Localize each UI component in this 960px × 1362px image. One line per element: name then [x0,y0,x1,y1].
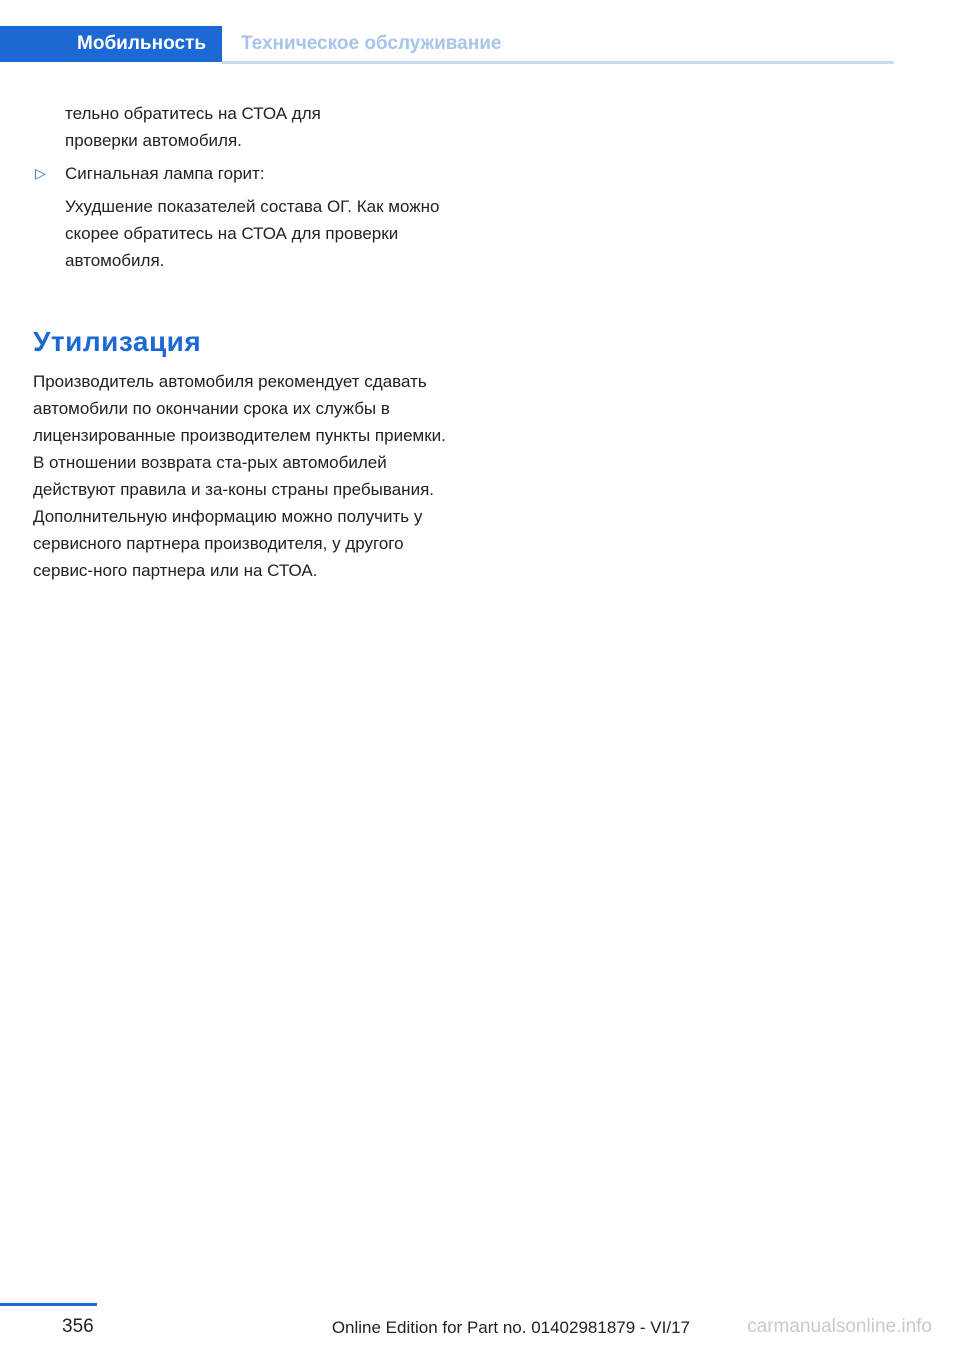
bullet-detail: Ухудшение показателей состава ОГ. Как можно скорее обратитесь на СТОА для проверки автомобиля. [65,197,440,270]
chapter-tab [0,26,222,62]
footer-divider [0,1303,97,1306]
chapter-title: Мобильность [77,33,206,54]
section-paragraph: Производитель автомобиля рекомендует сдавать автомобили по окончании срока их службы в лицензированные производителем пункты приемки. В отношении возврата ста-рых автомобилей действуют правила и за-коны страны пребывания. Дополнительную информацию можно получить у сервисного партнера производителя, у другого сервис-ного партнера или на СТОА. [33,372,446,580]
edition-info: Online Edition for Part no. 01402981879 - VI/17 [331,1318,690,1337]
page-header [0,26,894,62]
page-content [33,100,453,584]
triangle-right-icon: ▷ [35,165,46,181]
bullet-item [33,160,453,187]
section-heading: Утилизация [33,326,202,357]
bullet-label: Сигнальная лампа горит: [65,164,265,183]
page-number: 356 [62,1316,94,1337]
watermark: carmanualsonline.info [747,1316,932,1337]
continuation-paragraph [33,100,453,154]
header-divider [222,61,894,64]
section-title-header: Техническое обслуживание [241,33,502,54]
continuation-line-1: тельно обратитесь на СТОА для [65,104,321,123]
continuation-line-2: проверки автомобиля. [65,131,242,150]
